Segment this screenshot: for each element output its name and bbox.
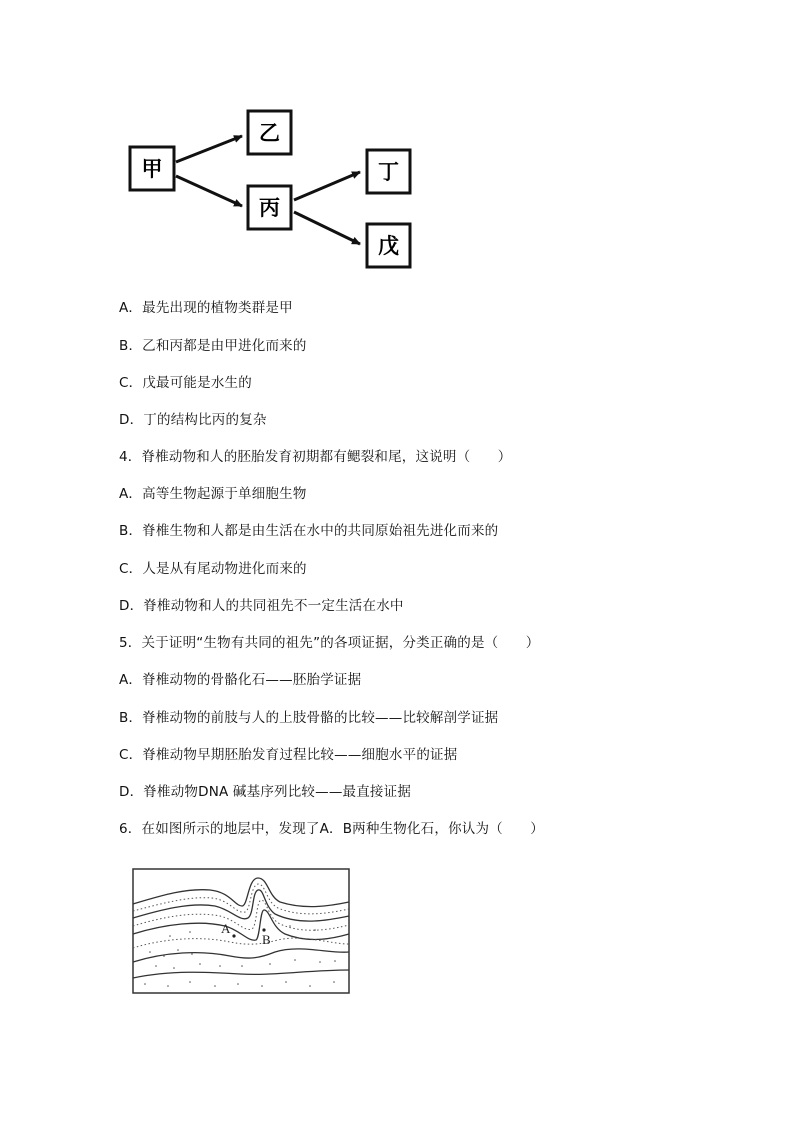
fossil-a-point: [232, 934, 235, 937]
q5-stem: 5．关于证明“生物有共同的祖先”的各项证据，分类正确的是（ ）: [119, 635, 540, 651]
q4-option-b: B．脊椎生物和人都是由生活在水中的共同原始祖先进化而来的: [119, 523, 499, 539]
node-yi: [248, 111, 291, 154]
q4-option-c: C．人是从有尾动物进化而来的: [119, 561, 307, 577]
fossil-b-label: B: [262, 932, 271, 947]
node-wu: [367, 224, 410, 267]
q4-option-a: A．高等生物起源于单细胞生物: [119, 486, 307, 502]
node-ding: [367, 150, 410, 193]
q6-stem: 6．在如图所示的地层中，发现了A．B两种生物化石，你认为（ ）: [119, 821, 544, 837]
evolution-tree-diagram: [120, 100, 420, 275]
arrow-jia-yi: [176, 136, 242, 162]
q5-option-b: B．脊椎动物的前肢与人的上肢骨骼的比较——比较解剖学证据: [119, 710, 499, 726]
node-jia-label: 甲: [141, 157, 163, 181]
node-ding-label: 丁: [378, 160, 399, 184]
node-jia: [130, 147, 174, 190]
arrow-jia-bing: [176, 176, 242, 206]
q5-option-a: A．脊椎动物的骨骼化石——胚胎学证据: [119, 672, 362, 688]
q5-option-c: C．脊椎动物早期胚胎发育过程比较——细胞水平的证据: [119, 747, 458, 763]
node-bing-label: 丙: [259, 196, 280, 220]
fossil-a-label: A: [221, 921, 231, 936]
q4-option-d: D．脊椎动物和人的共同祖先不一定生活在水中: [119, 598, 404, 614]
q3-option-b: B．乙和丙都是由甲进化而来的: [119, 338, 307, 354]
node-wu-label: 戊: [378, 234, 399, 258]
node-bing: [248, 186, 291, 229]
arrow-bing-wu: [294, 212, 360, 244]
q3-option-c: C．戊最可能是水生的: [119, 375, 252, 391]
q3-option-d: D．丁的结构比丙的复杂: [119, 412, 267, 428]
arrow-bing-ding: [294, 172, 360, 200]
q3-option-a: A．最先出现的植物类群是甲: [119, 300, 293, 316]
q4-stem: 4．脊椎动物和人的胚胎发育初期都有鳃裂和尾，这说明（ ）: [119, 449, 512, 465]
rock-strata-figure: [130, 866, 352, 996]
node-yi-label: 乙: [259, 121, 280, 145]
q5-option-d: D．脊椎动物DNA 碱基序列比较——最直接证据: [119, 784, 412, 800]
